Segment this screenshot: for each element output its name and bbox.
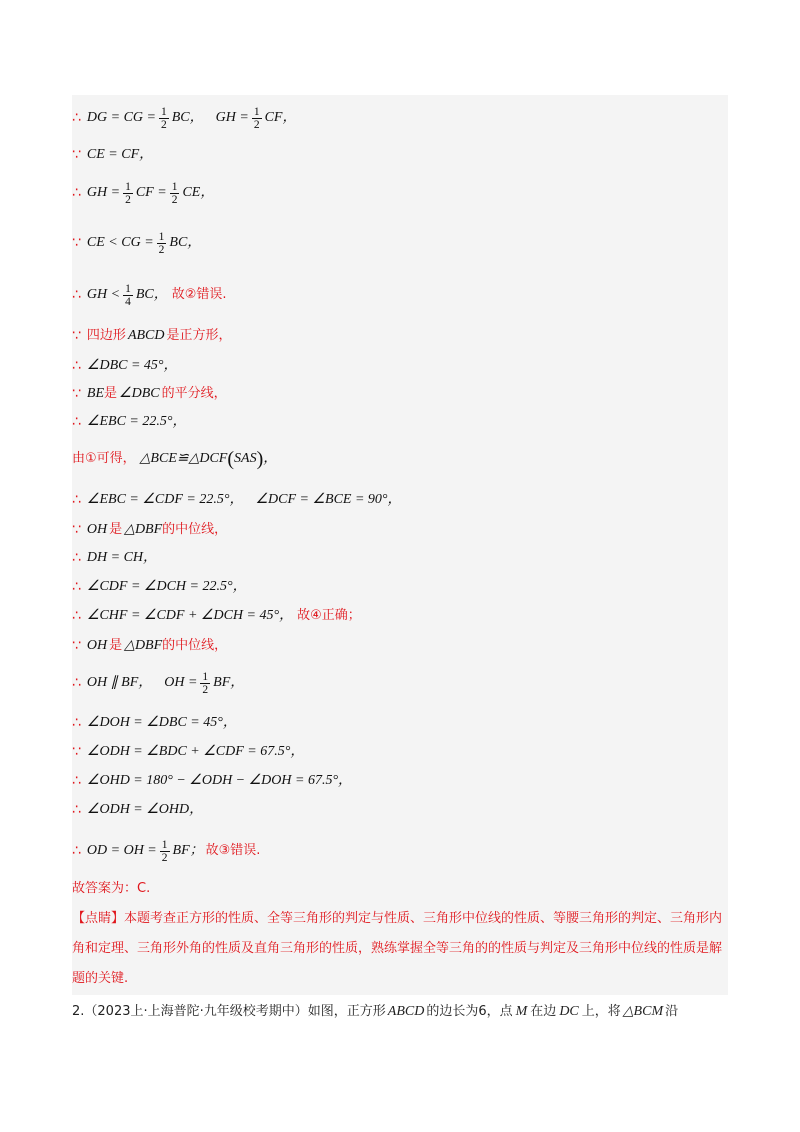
solution-line-14: ∴ ∠CDF = ∠DCH = 22.5°， [72, 579, 247, 595]
math-expression: OH ∥ BF， OH = $\frac{1}{2}$ BF， [86, 670, 245, 696]
therefore-symbol: ∴ [72, 185, 81, 201]
solution-line-1 [72, 103, 296, 133]
question-2: 2.（2023上·上海普陀·九年级校考期中）如图，正方形 ABCD 的边长为6，点 M 在边 DC 上，将 △BCM 沿 [72, 1004, 679, 1019]
solution-line-6: ∵ 四边形 ABCD 是正方形， [72, 328, 232, 344]
solution-line-12: ∵ OH 是 △DBF 的中位线， [72, 522, 228, 538]
solution-line-5 [72, 280, 227, 310]
therefore-symbol: ∴ [72, 110, 81, 126]
answer-text: 故答案为：C. [72, 881, 151, 896]
conclusion-text: 故④正确； [297, 608, 361, 623]
because-symbol: ∵ [72, 235, 81, 251]
solution-line-22: ∴ OD = OH = $\frac{1}{2}$ BF； 故③错误. [72, 838, 261, 864]
math-expression: GH < $\frac{1}{4}$ BC， [86, 282, 168, 308]
dianjing-text: 本题考查正方形的性质、全等三角形的判定与性质、三角形中位线的性质、等腰三角形的判定、三角形内角和定理、三角形外角的性质及直角三角形的性质，熟练掌握全等三角的的性质与判定及三角形中位线的性质是解题的关键. [72, 911, 723, 986]
because-symbol: ∵ [72, 147, 81, 163]
fraction: $\frac{1}{2}$ [161, 105, 167, 131]
question-number: 2. [72, 1004, 85, 1019]
conclusion-text: 故③错误. [205, 843, 261, 858]
solution-line-18: ∴ ∠DOH = ∠DBC = 45°， [72, 715, 237, 731]
math-expression: DG = CG = $\frac{1}{2}$ BC， GH = $\frac{1}{2}$ CF， [86, 105, 297, 131]
question-source: （2023上·上海普陀·九年级校考期中） [84, 1004, 308, 1019]
solution-line-7: ∴ ∠DBC = 45°， [72, 358, 178, 374]
solution-line-9: ∴ ∠EBC = 22.5°， [72, 414, 187, 430]
conclusion-text: 故②错误. [171, 287, 227, 302]
solution-line-20: ∴ ∠OHD = 180° − ∠ODH − ∠DOH = 67.5°， [72, 773, 353, 789]
therefore-symbol: ∴ [72, 287, 81, 303]
solution-line-17: ∴ OH ∥ BF， OH = $\frac{1}{2}$ BF， [72, 670, 245, 696]
solution-line-3 [72, 178, 214, 208]
answer-line [72, 880, 150, 898]
solution-line-10: 由①可得， △BCE≌△DCF ( SAS ) ， [72, 448, 278, 470]
solution-line-13: ∴ DH = CH， [72, 550, 158, 566]
fraction: $\frac{1}{2}$ [253, 105, 260, 131]
math-expression: GH = $\frac{1}{2}$ CF = $\frac{1}{2}$ CE， [86, 180, 215, 206]
dianjing-label: 【点睛】 [72, 911, 125, 926]
math-expression: CE < CG = $\frac{1}{2}$ BC， [86, 230, 202, 256]
solution-line-16: ∵ OH 是 △DBF 的中位线， [72, 638, 228, 654]
solution-line-21: ∴ ∠ODH = ∠OHD， [72, 802, 204, 818]
math-expression: OD = OH = $\frac{1}{2}$ BF； [86, 838, 204, 864]
solution-line-11: ∴ ∠EBC = ∠CDF = 22.5°， ∠DCF = ∠BCE = 90°， [72, 492, 402, 508]
math-expression: △BCE≌△DCF ( SAS ) ， [139, 448, 278, 470]
solution-line-8: ∵ BE 是 ∠DBC 的平分线， [72, 386, 227, 402]
solution-line-4 [72, 228, 201, 258]
solution-line-19: ∵ ∠ODH = ∠BDC + ∠CDF = 67.5°， [72, 744, 305, 760]
solution-line-15: ∴ ∠CHF = ∠CDF + ∠DCH = 45°， 故④正确； [72, 608, 361, 624]
dianjing-comment [72, 904, 728, 994]
solution-line-2: ∵ CE = CF， [72, 147, 154, 163]
